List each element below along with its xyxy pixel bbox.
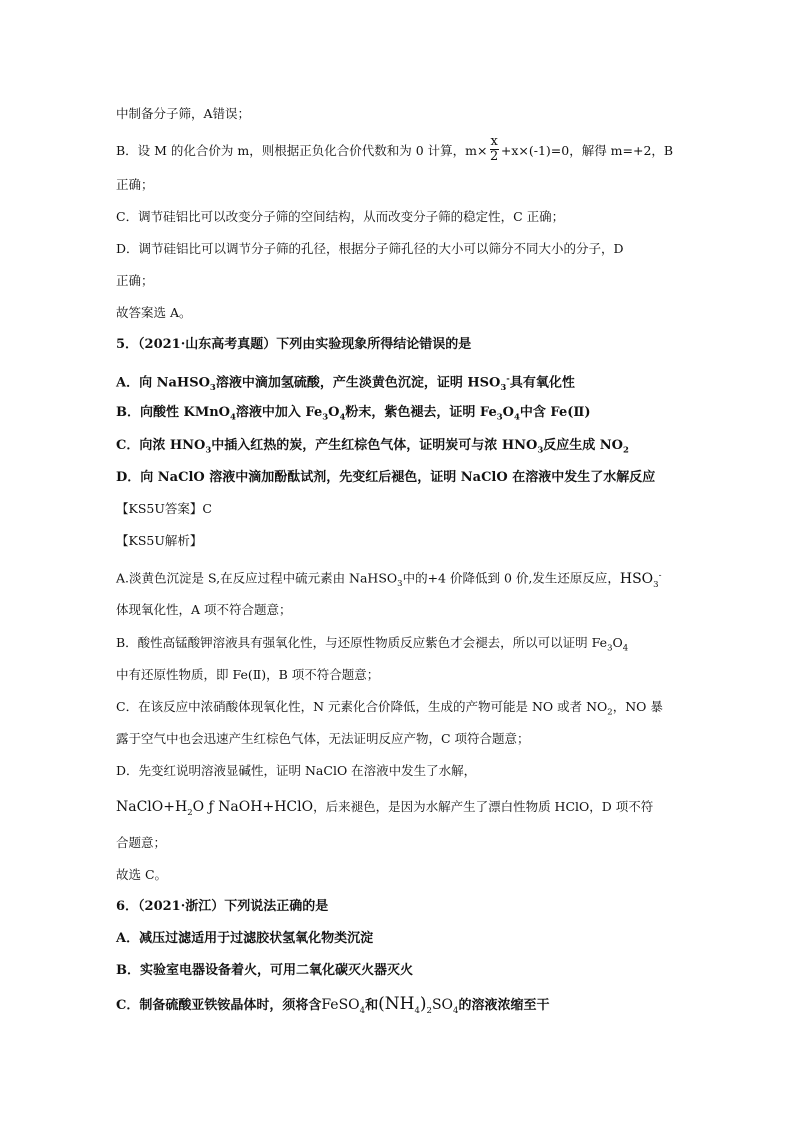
analysis-line: 故选 C。 — [116, 867, 168, 882]
question-6-option-c: C．制备硫酸亚铁铵晶体时，须将含FeSO$_4$和$(NH_4)_2SO_4$的溶液浓缩至干 — [116, 994, 550, 1016]
bisulfite-ion-formula: $HSO_3^-$ — [619, 570, 662, 590]
analysis-line: C．在该反应中浓硝酸体现氧化性，N 元素化合价降低，生成的产物可能是 NO 或者 $NO_2$，NO 暴 — [116, 699, 663, 718]
analysis-line: 合题意； — [116, 835, 167, 850]
answer-label: 【KS5U答案】C — [116, 501, 212, 516]
analysis-line: A.淡黄色沉淀是 S,在反应过程中硫元素由 NaHSO$_3$中的+4 价降低到 0 价,发生还原反应，$HSO_3^-$ — [116, 570, 662, 590]
analysis-line: B．酸性高锰酸钾溶液具有强氧化性，与还原性物质反应紫色才会褪去，所以可以证明 $Fe_3O_4$ — [116, 635, 629, 654]
question-6-option-b: B．实验室电器设备着火，可用二氧化碳灭火器灭火 — [116, 963, 413, 978]
analysis-line: 露于空气中也会迅速产生红棕色气体，无法证明反应产物，C 项符合题意； — [116, 731, 530, 746]
text-line: 正确； — [116, 177, 154, 192]
question-5-option-d: D．向 NaClO 溶液中滴加酚酞试剂，先变红后褪色，证明 NaClO 在溶液中发生了水解反应 — [116, 470, 656, 485]
ferrous-sulfate-formula: FeSO$_4$ — [321, 997, 366, 1016]
analysis-label: 【KS5U解析】 — [116, 533, 203, 548]
text-line: C．调节硅铝比可以改变分子筛的空间结构，从而改变分子筛的稳定性，C 正确； — [116, 209, 565, 224]
question-6-stem: 6．（2021·浙江）下列说法正确的是 — [116, 899, 329, 914]
question-5-option-a: A．向 NaHSO$_3$溶液中滴加氢硫酸，产生淡黄色沉淀，证明 $HSO_3^-$具有氧化性 — [116, 374, 575, 393]
fraction: $\frac{x}{2}$ — [490, 134, 499, 164]
ammonium-sulfate-formula: $(NH_4)_2SO_4$ — [378, 994, 459, 1016]
question-5-option-c: C．向浓 $HNO_3$中插入红热的炭，产生红棕色气体，证明炭可与浓 $HNO_3$反应生成 $NO_2$ — [116, 438, 629, 456]
text-line: D．调节硅铝比可以调节分子筛的孔径，根据分子筛孔径的大小可以筛分不同大小的分子，D — [116, 241, 624, 256]
analysis-line-equation: $NaClO+H_2O$ ƒ NaOH+HClO，后来褪色，是因为水解产生了漂白性物质 HClO，D 项不符 — [116, 799, 654, 818]
text-line: 故答案选 A。 — [116, 305, 192, 320]
analysis-line: D．先变红说明溶液显碱性，证明 NaClO 在溶液中发生了水解， — [116, 763, 477, 778]
hydrolysis-equation: $NaClO+H_2O$ ƒ NaOH+HClO — [116, 799, 314, 818]
question-5-option-b: B．向酸性 KMnO$_4$溶液中加入 $Fe_3O_4$粉末，紫色褪去，证明 $Fe_3O_4$中含 Fe(Ⅱ) — [116, 405, 591, 423]
text-line: 正确； — [116, 273, 154, 288]
analysis-line: 中有还原性物质，即 Fe(Ⅱ)，B 项不符合题意； — [116, 667, 380, 682]
question-6-option-a: A．减压过滤适用于过滤胶状氢氧化物类沉淀 — [116, 931, 374, 946]
analysis-line: 体现氧化性，A 项不符合题意； — [116, 602, 292, 617]
text-line: 中制备分子筛，A错误； — [116, 106, 251, 121]
text-line-with-fraction: B．设 M 的化合价为 m，则根据正负化合价代数和为 0 计算，m× $\frac{x}{2}$ +x×(-1)=0，解得 m=+2，B — [116, 134, 674, 164]
question-5-stem: 5．（2021·山东高考真题）下列由实验现象所得结论错误的是 — [116, 337, 472, 352]
